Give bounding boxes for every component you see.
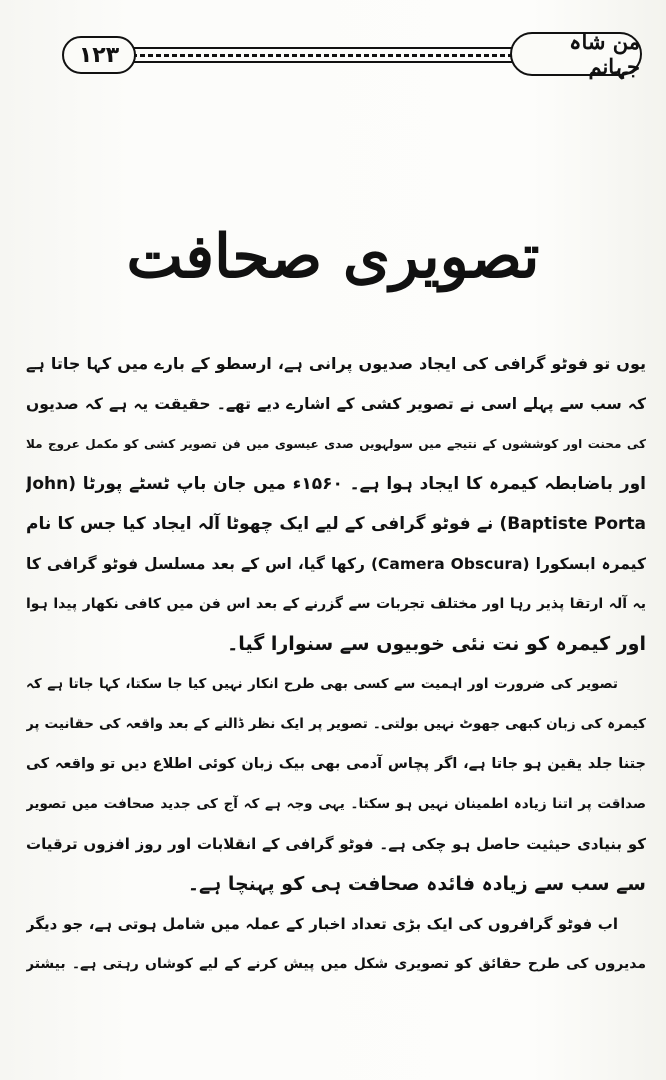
text-line: کیمرہ کی زبان کبھی جھوٹ نہیں بولتی۔ تصویر پر ایک نظر ڈالنے کے بعد واقعہ کی حقانیت پر bbox=[26, 716, 646, 732]
text-line: Baptiste Porta) نے فوٹو گرافی کے لیے ایک چھوٹا آلہ ایجاد کیا جس کا نام bbox=[26, 514, 646, 534]
running-book-title: من شاہ جہانم bbox=[510, 32, 642, 76]
text-line: صداقت پر اتنا زیادہ اطمینان نہیں ہو سکتا۔ یہی وجہ ہے کہ آج کی جدید صحافت میں تصویر bbox=[26, 796, 646, 812]
text-line: جتنا جلد یقین ہو جاتا ہے، اگر پچاس آدمی بھی بیک زبان کوئی اطلاع دیں تو واقعہ کی bbox=[26, 756, 646, 772]
text-line: یوں تو فوٹو گرافی کی ایجاد صدیوں پرانی ہے، ارسطو کے بارے میں کہا جاتا ہے bbox=[26, 354, 646, 373]
header-divider bbox=[132, 47, 514, 63]
page-header bbox=[62, 29, 642, 79]
text-line: کی محنت اور کوششوں کے نتیجے میں سولہویں صدی عیسوی میں فن تصویر کشی کو مکمل عروج ملا bbox=[26, 437, 646, 451]
chapter-title: تصویری صحافت bbox=[126, 222, 540, 292]
text-line: کو بنیادی حیثیت حاصل ہو چکی ہے۔ فوٹو گرافی کے انقلابات اور روز افزوں ترقیات bbox=[26, 835, 646, 853]
text-line: یہ آلہ ارتقا پذیر رہا اور مختلف تجربات سے گزرنے کے بعد اس فن میں کافی نکھار پیدا ہوا bbox=[26, 596, 646, 612]
body-text bbox=[26, 344, 646, 984]
text-line: کہ سب سے پہلے اسی نے تصویر کشی کے اشارے دیے تھے۔ حقیقت یہ ہے کہ صدیوں bbox=[26, 395, 646, 413]
page-number: ۱۲۳ bbox=[62, 36, 136, 74]
text-line: کیمرہ ابسکورا (Camera Obscura) رکھا گیا، اس کے بعد مسلسل فوٹو گرافی کا bbox=[26, 555, 646, 573]
text-line: اور کیمرہ کو نت نئی خوبیوں سے سنوارا گیا۔ bbox=[227, 633, 646, 655]
text-line: مدیروں کی طرح حقائق کو تصویری شکل میں پیش کرنے کے لیے کوشاں رہتی ہے۔ بیشتر bbox=[26, 956, 646, 972]
text-line: اور باضابطہ کیمرہ کا ایجاد ہوا ہے۔ ۱۵۶۰ء میں جان باپ ٹسٹے پورٹا (John bbox=[26, 474, 646, 494]
text-line: تصویر کی ضرورت اور اہمیت سے کسی بھی طرح انکار نہیں کیا جا سکتا، کہا جاتا ہے کہ bbox=[26, 676, 618, 692]
text-line: سے سب سے زیادہ فائدہ صحافت ہی کو پہنچا ہے۔ bbox=[187, 873, 646, 895]
text-line: اب فوٹو گرافروں کی ایک بڑی تعداد اخبار کے عملہ میں شامل ہوتی ہے، جو دیگر bbox=[26, 915, 618, 933]
